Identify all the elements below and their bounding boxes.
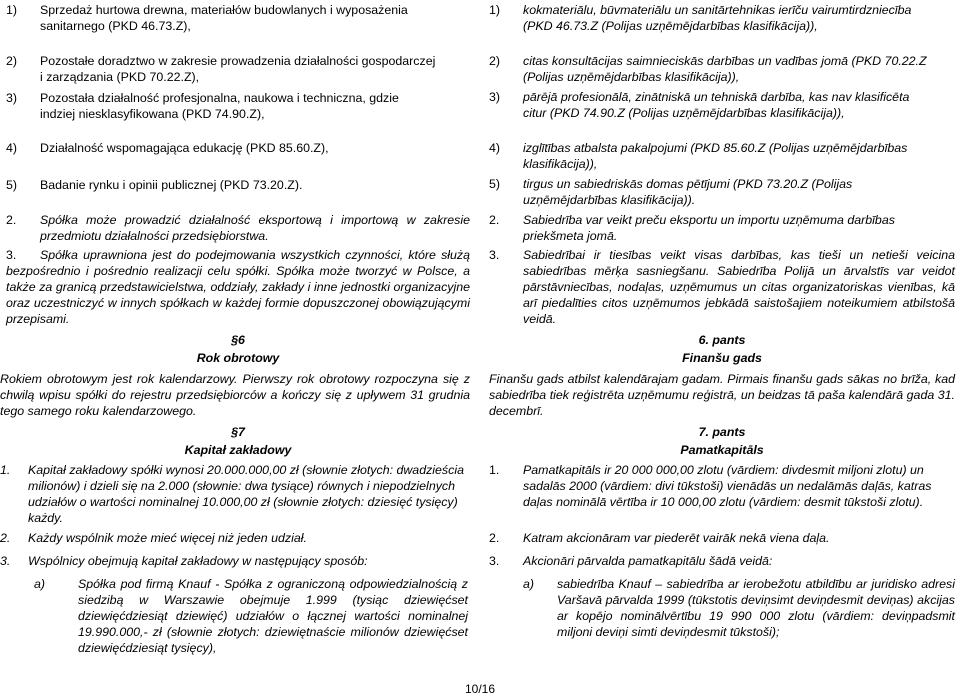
section-7-number: §7 xyxy=(231,425,245,439)
capital-item-1: 1. Pamatkapitāls ir 20 000 000,00 zlotu (vārdiem: divdesmit miljoni zlotu) un sadalās 2000 (vārdiem: divi tūkstoši) vienādās un nedalāmās daļās, katras daļas nominālā vērtība ir 10 000,00 zlotu (vārdiem: desmit tūkstoši zlotu). xyxy=(489,463,932,509)
list-item: 2) citas konsultācijas saimnieciskās darbības un vadības jomā (PKD 70.22.Z (Polijas uzņēmējdarbības klasifikācija)), xyxy=(489,54,927,84)
list-item: 1) kokmateriālu, būvmateriālu un sanitārtehnikas ierīču vairumtirdzniecība (PKD 46.73.Z (Polijas uzņēmējdarbības klasifikācija)), xyxy=(489,3,912,33)
list-item: 3) Pozostała działalność profesjonalna, naukowa i techniczna, gdzie indziej niesklasyfikowana (PKD 74.90.Z), xyxy=(6,91,399,121)
list-item: 4) izglītības atbalsta pakalpojumi (PKD 85.60.Z (Polijas uzņēmējdarbības klasifikācija)), xyxy=(489,141,908,171)
section-6-text: Finanšu gads atbilst kalendārajam gadam. Pirmais finanšu gads sākas no brīža, kad sabiedrība tiek reģistrēta uzņēmumu reģistrā, un beidzas tā paša kalendārā gada 31. decembrī. xyxy=(489,372,955,418)
paragraph-2: 2. Sabiedrība var veikt preču eksportu un importu uzņēmuma darbības priekšmeta jomā. xyxy=(489,213,895,243)
capital-item-2: 2. Katram akcionāram var piederēt vairāk nekā viena daļa. xyxy=(489,531,830,545)
section-7-title: Pamatkapitāls xyxy=(680,443,764,457)
document-page: 1) Sprzedaż hurtowa drewna, materiałów budowlanych i wyposażenia sanitarnego (PKD 46.73.Z), 2) Pozostałe doradztwo w zakresie prowadzenia działalności gospodarczej i zarządzania (PKD 70.22.Z), 3) Pozostała działalność profesjonalna, naukowa i techniczna, gdzie indziej niesklasyfikowana (PKD 74.90.Z), 4) Działalność wspomagająca edukację (PKD 85.60.Z), 5) Badanie rynku i opinii publicznej (PKD 73.20.Z). 2. Spółka może prowadzić działalność eksportową i importową w zakresie przedmiotu działalności przedsiębiorstwa. 3. Spółka uprawniona jest do podejmowania wszystkich czynności, które służą bezpośrednio i pośrednio realizacji celu spółki. Spółka może tworzyć w Polsce, a także za granicą przedstawicielstwa, oddziały, zakłady i inne jednostki organizacyjne oraz uczestniczyć w innych spółkach w każdej formie dopuszczonej obowiązującymi przepisami. §6 Rok obrotowy Rokiem obrotowym jest rok kalendarzowy. Pierwszy rok obrotowy rozpoczyna się z chwilą wpisu spółki do rejestru przedsiębiorców a kończy się z upływem 31 grudnia tego samego roku kalendarzowego. §7 Kapitał zakładowy 1. Kapitał zakładowy spółki wynosi 20.000.000,00 zł (słownie złotych: dwadzieścia milionów) i dzieli się na 2.000 (słownie: dwa tysiące) równych i niepodzielnych udziałów o wartości nominalnej 10.000,00 zł (słownie złotych: dziesięć tysięcy) każdy. 2. Każdy wspólnik może mieć więcej niż jeden udział. 3. Wspólnicy obejmują kapitał zakładowy w następujący sposób: a) Spółka pod firmą Knauf - Spółka z ograniczoną odpowiedzialnością z siedzibą w Warszawie obejmuje 1.999 (tysiąc dziewięćset dziewięćdziesiąt dziewięć) udziałów o łącznej wartości nominalnej 19.990.000,- zł (słownie złotych: dziewiętnaście milionów dziewięćset dziewięćdziesiąt tysięcy), 1) kokmateriālu, būvmateriālu un sanitārtehnikas ierīču vairumtirdzniecība (PKD 46.73.Z (Polijas uzņēmējdarbības klasifikācija)), 2) citas konsultācijas saimnieciskās darbības un vadības jomā (PKD 70.22.Z (Polijas uzņēmējdarbības klasifikācija)), 3) pārējā profesionālā, zinātniskā un tehniskā darbība, kas nav klasificēta citur (PKD 74.90.Z (Polijas uzņēmējdarbības klasifikācija)), 4) izglītības atbalsta pakalpojumi (PKD 85.60.Z (Polijas uzņēmējdarbības klasifikācija)), 5) tirgus un sabiedriskās domas pētījumi (PKD 73.20.Z (Polijas uzņēmējdarbības klasifikācija)). 2. Sabiedrība var veikt preču eksportu un importu uzņēmuma darbības priekšmeta jomā. 3. Sabiedrībai ir tiesības veikt visas darbības, kas tieši un netieši veicina sabiedrības mērķa sasniegšanu. Sabiedrība Polijā un ārvalstīs var veidot pārstāvniecības, nodaļas, uzņēmumus un citas organizatoriskas vienības, kā arī piedalīties citos uzņēmumos jebkādā saistošajiem noteikumiem atbilstošā veidā. 6. pants Finanšu gads Finanšu gads atbilst kalendārajam gadam. Pirmais finanšu gads sākas no brīža, kad sabiedrība tiek reģistrēta uzņēmumu reģistrā, un beidzas tā paša kalendārā gada 31. decembrī. 7. pants Pamatkapitāls 1. Pamatkapitāls ir 20 000 000,00 zlotu (vārdiem: divdesmit miljoni zlotu) un sadalās 2000 (vārdiem: divi tūkstoši) vienādās un nedalāmās daļās, katras daļas nominālā vērtība ir 10 000,00 zlotu (vārdiem: desmit tūkstoši zlotu). 2. Katram akcionāram var piederēt vairāk nekā viena daļa. 3. Akcionāri pārvalda pamatkapitālu šādā veidā: a) sabiedrība Knauf – sabiedrība ar ierobežotu atbildību ar juridisko adresi Varšavā pārvalda 1999 (tūkstotis deviņsimt deviņdesmit deviņas) akcijas ar kopējo nominālvērtību 19 990 000 zlotu (vārdiem: deviņpadsmit miljoni deviņi simti deviņdesmit tūkstoši); 10/16 xyxy=(0,0,960,696)
list-item: 2) Pozostałe doradztwo w zakresie prowadzenia działalności gospodarczej i zarządzania (PKD 70.22.Z), xyxy=(6,54,436,84)
section-6-number: 6. pants xyxy=(698,333,746,347)
list-item: 3) pārējā profesionālā, zinātniskā un tehniskā darbība, kas nav klasificēta citur (PKD 74.90.Z (Polijas uzņēmējdarbības klasifikācija)), xyxy=(489,90,910,120)
list-item: 4) Działalność wspomagająca edukację (PKD 85.60.Z), xyxy=(6,141,329,155)
page-number: 10/16 xyxy=(464,682,496,696)
section-7-title: Kapitał zakładowy xyxy=(184,443,292,457)
list-item: 1) Sprzedaż hurtowa drewna, materiałów budowlanych i wyposażenia sanitarnego (PKD 46.73.Z), xyxy=(6,3,408,33)
section-7-number: 7. pants xyxy=(698,425,746,439)
section-6-title: Finanšu gads xyxy=(682,351,762,365)
section-6-text: Rokiem obrotowym jest rok kalendarzowy. Pierwszy rok obrotowy rozpoczyna się z chwilą wpisu spółki do rejestru przedsiębiorców a kończy się z upływem 31 grudnia tego samego roku kalendarzowego. xyxy=(0,372,470,418)
section-6-title: Rok obrotowy xyxy=(196,351,280,365)
paragraph-3: 3. Sabiedrībai ir tiesības veikt visas darbības, kas tieši un netieši veicina sabiedrības mērķa sasniegšanu. Sabiedrība Polijā un ārvalstīs var veidot pārstāvniecības, nodaļas, uzņēmumus un citas organizatoriskas vienības, kā arī piedalīties citos uzņēmumos jebkādā saistošajiem noteikumiem atbilstošā veidā. xyxy=(489,248,955,326)
paragraph-3-text: Spółka uprawniona jest do podejmowania wszystkich czynności, które służą bezpośrednio i pośrednio realizacji celu spółki. Spółka może tworzyć w Polsce, a także za granicą przedstawicielstwa, oddziały, zakłady i inne jednostki organizacyjne oraz uczestniczyć w innych spółkach w każdej formie dopuszczonej obowiązującymi przepisami. xyxy=(6,248,470,326)
paragraph-2: 2. Spółka może prowadzić działalność eksportową i importową w zakresie przedmiotu działalności przedsiębiorstwa. xyxy=(6,213,470,243)
capital-item-3: 3. Akcionāri pārvalda pamatkapitālu šādā veidā: xyxy=(489,554,773,568)
list-item: 5) Badanie rynku i opinii publicznej (PKD 73.20.Z). xyxy=(6,178,303,192)
list-item: 5) tirgus un sabiedriskās domas pētījumi (PKD 73.20.Z (Polijas uzņēmējdarbības klasifikācija)). xyxy=(489,177,853,207)
section-6-number: §6 xyxy=(231,333,245,347)
